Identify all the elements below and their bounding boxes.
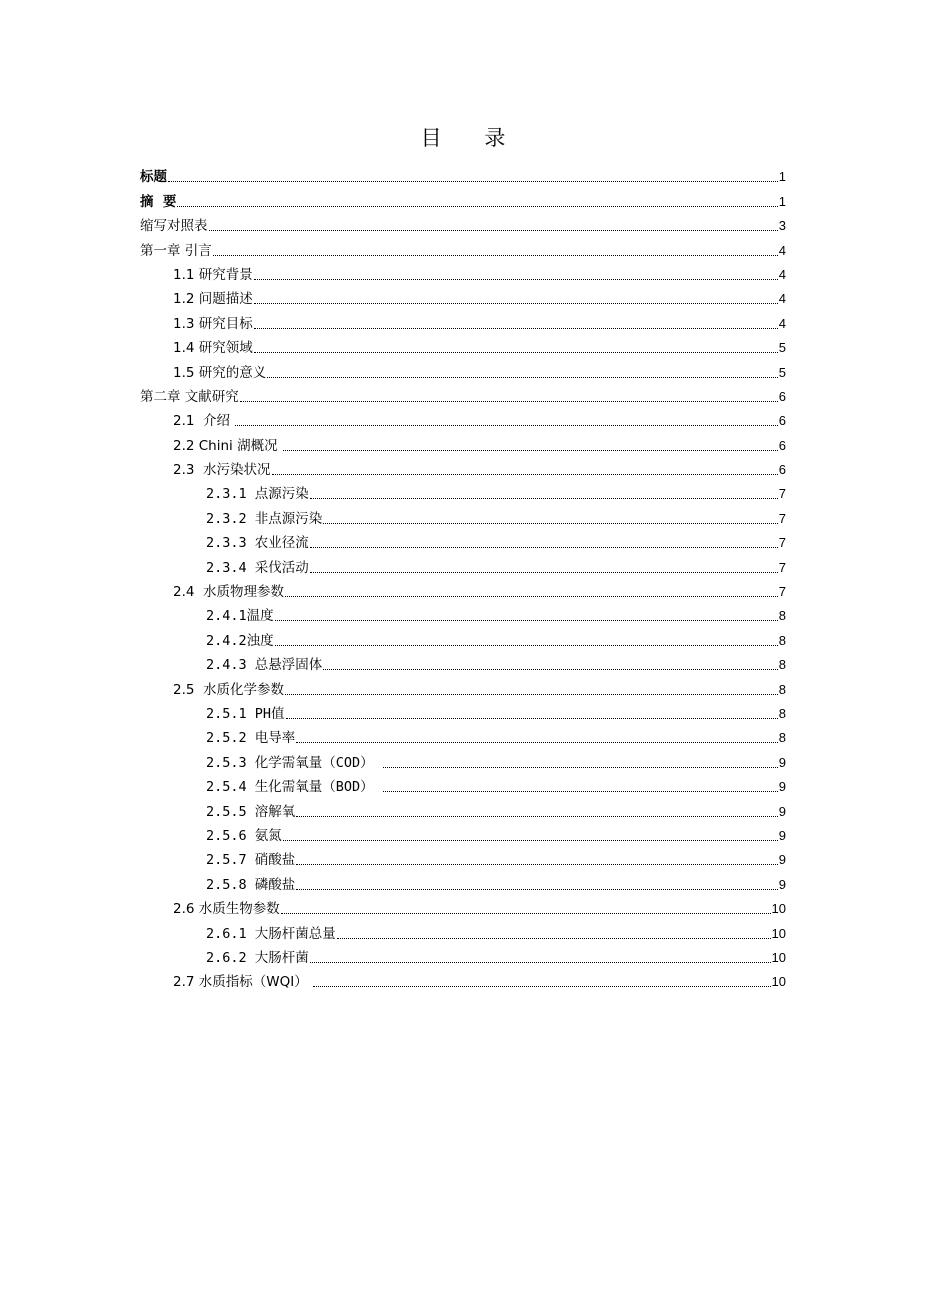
toc-entry-page-number: 4 — [778, 291, 786, 307]
dot-leader — [310, 498, 778, 499]
toc-entry-label: 2.2 Chini 湖概况 — [173, 437, 282, 454]
toc-entry[interactable] — [140, 868, 786, 892]
toc-entry-page-number: 7 — [778, 510, 786, 526]
toc-entry[interactable] — [140, 356, 786, 380]
toc-entry-page-number: 6 — [778, 388, 786, 404]
dot-leader — [323, 523, 777, 524]
toc-entry[interactable] — [140, 502, 786, 526]
toc-entry[interactable] — [140, 795, 786, 819]
toc-entry-label: 2.6.1 大肠杆菌总量 — [206, 925, 336, 942]
toc-entry-label: 2.3 水污染状况 — [173, 462, 271, 479]
dot-leader — [296, 742, 777, 743]
dot-leader — [235, 425, 777, 426]
toc-entry-label: 2.5.7 硝酸盐 — [206, 852, 296, 869]
dot-leader — [168, 181, 778, 182]
toc-entry[interactable] — [140, 551, 786, 575]
dot-leader — [275, 620, 778, 621]
toc-entry-label: 1.3 研究目标 — [173, 315, 253, 332]
toc-entry-page-number: 4 — [778, 315, 786, 331]
dot-leader — [275, 645, 778, 646]
toc-entry-page-number: 6 — [778, 437, 786, 453]
toc-entry-label: 2.5.6 氨氮 — [206, 827, 282, 844]
toc-entry-page-number: 9 — [778, 827, 786, 843]
toc-entry-page-number: 6 — [778, 413, 786, 429]
toc-entry-page-number: 5 — [778, 364, 786, 380]
toc-entry-label: 2.3.3 农业径流 — [206, 535, 309, 552]
toc-entry-page-number: 9 — [778, 876, 786, 892]
toc-entry-label: 2.6 水质生物参数 — [173, 901, 280, 918]
toc-entry[interactable] — [140, 966, 786, 990]
dot-leader — [313, 986, 771, 987]
toc-entry-page-number: 10 — [771, 949, 786, 965]
toc-entry[interactable] — [140, 624, 786, 648]
toc-entry-label: 2.7 水质指标（WQI） — [173, 974, 313, 991]
toc-entry-label: 2.3.1 点源污染 — [206, 486, 309, 503]
toc-entry-page-number: 7 — [778, 486, 786, 502]
toc-entry-label: 2.4.1温度 — [206, 608, 274, 625]
toc-entry-label: 第一章 引言 — [140, 242, 212, 259]
toc-entry[interactable] — [140, 259, 786, 283]
toc-entry-label: 2.6.2 大肠杆菌 — [206, 949, 309, 966]
toc-entry-label: 2.3.4 采伐活动 — [206, 559, 309, 576]
toc-entry-label: 2.5.8 磷酸盐 — [206, 876, 296, 893]
dot-leader — [383, 767, 778, 768]
toc-entry-label: 缩写对照表 — [140, 218, 208, 235]
toc-entry-label: 2.5.5 溶解氧 — [206, 803, 296, 820]
dot-leader — [254, 352, 778, 353]
dot-leader — [286, 718, 778, 719]
toc-entry[interactable] — [140, 576, 786, 600]
dot-leader — [213, 255, 778, 256]
toc-entry-page-number: 10 — [771, 974, 786, 990]
dot-leader — [296, 889, 777, 890]
toc-entry[interactable] — [140, 917, 786, 941]
toc-entry-page-number: 8 — [778, 632, 786, 648]
toc-entry[interactable] — [140, 746, 786, 770]
toc-entry-page-number: 8 — [778, 681, 786, 697]
toc-entry-label: 2.4 水质物理参数 — [173, 584, 285, 601]
toc-entry-label: 2.5.4 生化需氧量（BOD） — [206, 779, 382, 796]
toc-entry-page-number: 10 — [771, 901, 786, 917]
toc-entry[interactable] — [140, 307, 786, 331]
dot-leader — [254, 279, 778, 280]
toc-entry-page-number: 9 — [778, 803, 786, 819]
dot-leader — [310, 962, 771, 963]
toc-entry[interactable] — [140, 283, 786, 307]
dot-leader — [283, 450, 778, 451]
toc-entry-page-number: 8 — [778, 730, 786, 746]
toc-entry-page-number: 7 — [778, 535, 786, 551]
toc-entry-page-number: 8 — [778, 705, 786, 721]
dot-leader — [383, 791, 778, 792]
dot-leader — [267, 377, 778, 378]
toc-entry[interactable] — [140, 698, 786, 722]
dot-leader — [310, 572, 778, 573]
toc-entry-label: 1.1 研究背景 — [173, 266, 253, 283]
toc-title: 目 录 — [420, 126, 524, 150]
toc-entry-label: 2.5 水质化学参数 — [173, 681, 285, 698]
toc-entry-label: 第二章 文献研究 — [140, 388, 239, 405]
toc-entry[interactable] — [140, 844, 786, 868]
toc-entry-label: 2.3.2 非点源污染 — [206, 510, 323, 527]
toc-entry[interactable] — [140, 234, 786, 258]
toc-entry-page-number: 4 — [778, 266, 786, 282]
toc-entry-page-number: 3 — [778, 218, 786, 234]
toc-entry-page-number: 8 — [778, 657, 786, 673]
toc-entry-label: 1.2 问题描述 — [173, 291, 253, 308]
toc-entry[interactable] — [140, 722, 786, 746]
dot-leader — [177, 206, 777, 207]
toc-entry-page-number: 7 — [778, 584, 786, 600]
dot-leader — [285, 694, 778, 695]
dot-leader — [281, 913, 771, 914]
dot-leader — [254, 303, 778, 304]
toc-entry-label: 2.1 介绍 — [173, 413, 235, 430]
toc-entry[interactable] — [140, 600, 786, 624]
toc-entry-page-number: 10 — [771, 925, 786, 941]
toc-entry[interactable] — [140, 893, 786, 917]
toc-entry[interactable] — [140, 161, 786, 185]
toc-entry-label: 2.4.2浊度 — [206, 632, 274, 649]
table-of-contents — [140, 161, 786, 990]
toc-entry[interactable] — [140, 649, 786, 673]
toc-entry-page-number: 1 — [778, 169, 786, 185]
toc-entry[interactable] — [140, 210, 786, 234]
toc-entry[interactable] — [140, 185, 786, 209]
toc-entry-page-number: 4 — [778, 242, 786, 258]
toc-entry[interactable] — [140, 771, 786, 795]
dot-leader — [296, 864, 777, 865]
toc-entry-label: 2.4.3 总悬浮固体 — [206, 657, 323, 674]
toc-entry-page-number: 7 — [778, 559, 786, 575]
dot-leader — [283, 840, 778, 841]
dot-leader — [209, 230, 778, 231]
dot-leader — [240, 401, 778, 402]
dot-leader — [272, 474, 778, 475]
toc-entry-page-number: 9 — [778, 779, 786, 795]
dot-leader — [323, 669, 777, 670]
toc-entry[interactable] — [140, 454, 786, 478]
dot-leader — [296, 816, 777, 817]
dot-leader — [310, 547, 778, 548]
toc-entry-label: 2.5.1 PH值 — [206, 705, 285, 722]
toc-entry-label: 2.5.3 化学需氧量（COD） — [206, 754, 382, 771]
dot-leader — [337, 938, 771, 939]
toc-entry-page-number: 9 — [778, 852, 786, 868]
toc-entry[interactable] — [140, 478, 786, 502]
toc-entry[interactable] — [140, 942, 786, 966]
toc-entry[interactable] — [140, 405, 786, 429]
toc-entry-label: 1.5 研究的意义 — [173, 364, 267, 381]
toc-entry[interactable] — [140, 381, 786, 405]
toc-entry-page-number: 8 — [778, 608, 786, 624]
toc-entry[interactable] — [140, 820, 786, 844]
toc-entry[interactable] — [140, 332, 786, 356]
toc-entry-label: 2.5.2 电导率 — [206, 730, 296, 747]
dot-leader — [254, 328, 778, 329]
toc-entry[interactable] — [140, 673, 786, 697]
toc-entry-page-number: 5 — [778, 340, 786, 356]
dot-leader — [285, 596, 778, 597]
toc-entry-page-number: 9 — [778, 754, 786, 770]
toc-entry-page-number: 6 — [778, 462, 786, 478]
toc-entry[interactable] — [140, 429, 786, 453]
toc-entry[interactable] — [140, 527, 786, 551]
toc-entry-label: 摘 要 — [140, 193, 177, 210]
toc-entry-label: 标题 — [140, 169, 167, 186]
toc-entry-label: 1.4 研究领域 — [173, 340, 253, 357]
toc-entry-page-number: 1 — [778, 193, 786, 209]
